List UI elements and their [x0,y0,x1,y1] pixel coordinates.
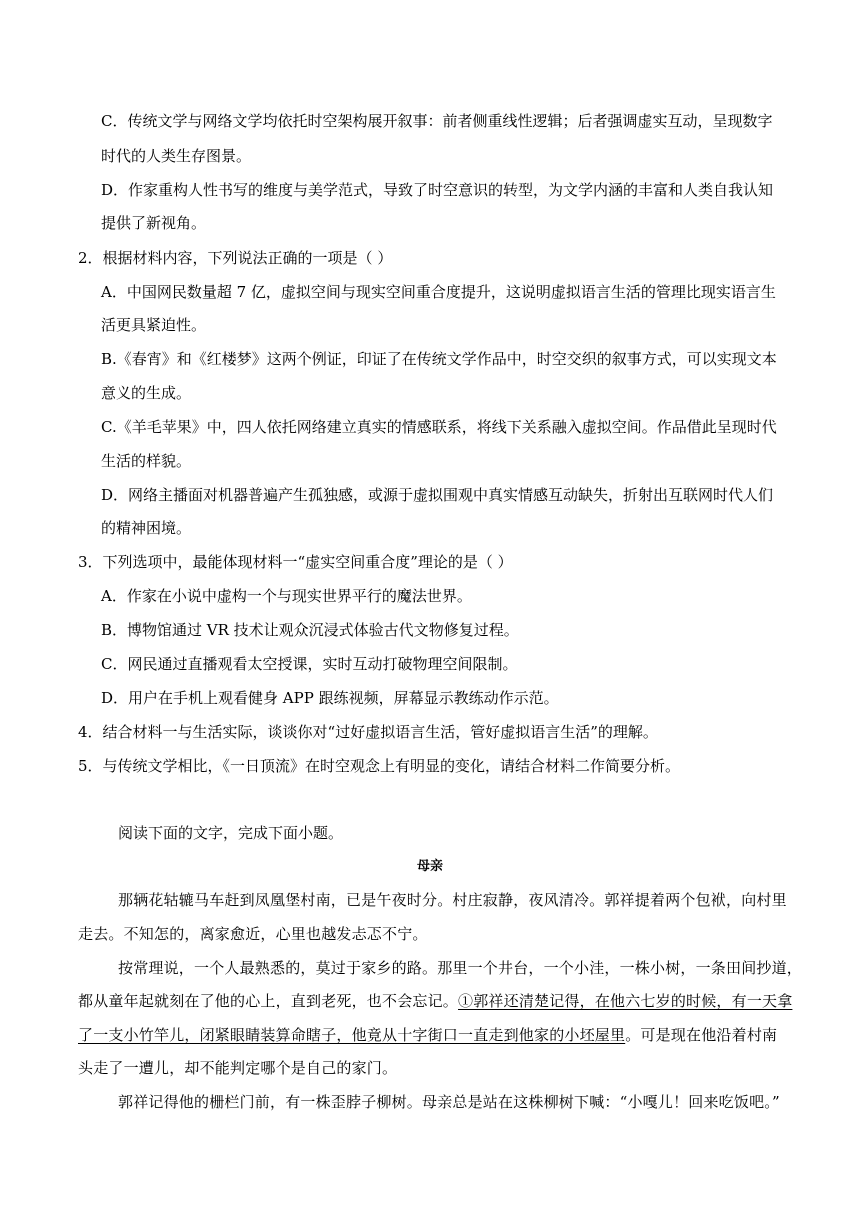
p2-line-2: 都从童年起就刻在了他的心上，直到老死，也不会忘记。①郭祥还清楚记得，在他六七岁的时候，有一天拿 [78,992,793,1010]
q3-option-b: B．博物馆通过 VR 技术让观众沉浸式体验古代文物修复过程。 [101,621,519,639]
underlined-sentence-part-1: ①郭祥还清楚记得，在他六七岁的时候，有一天拿 [458,992,793,1010]
q2b-line-2: 意义的生成。 [101,384,192,402]
question-3-stem: 3．下列选项中，最能体现材料一“虚实空间重合度”理论的是（ ） [78,553,513,571]
q2d-line-1: D．网络主播面对机器普遍产生孤独感，或源于虚拟围观中真实情感互动缺失，折射出互联网时代人们 [101,486,774,504]
q2a-line-1: A．中国网民数量超 7 亿，虚拟空间与现实空间重合度提升，这说明虚拟语言生活的管理比现实语言生 [101,283,776,301]
q2a-line-2: 活更具紧迫性。 [101,316,207,334]
q1d-line-2: 提供了新视角。 [101,214,207,232]
question-5: 5．与传统文学相比，《一日顶流》在时空观念上有明显的变化，请结合材料二作简要分析。 [78,757,681,775]
q2d-line-2: 的精神困境。 [101,519,192,537]
question-2-stem: 2．根据材料内容，下列说法正确的一项是（ ） [78,249,393,267]
passage-title: 母亲 [416,859,443,874]
q3-option-c: C．网民通过直播观看太空授课，实时互动打破物理空间限制。 [101,655,518,673]
underlined-sentence-part-2: 了一支小竹竿儿，闭紧眼睛装算命瞎子，他竟从十字街口一直走到他家的小坯屋里 [78,1026,626,1044]
q1c-line-2: 时代的人类生存图景。 [101,147,252,165]
q2c-line-2: 生活的样貌。 [101,452,192,470]
q3-option-a: A．作家在小说中虚构一个与现实世界平行的魔法世界。 [101,587,472,605]
q1d-line-1: D．作家重构人性书写的维度与美学范式，导致了时空意识的转型，为文学内涵的丰富和人类自我认知 [101,181,774,199]
p3-line-1: 郭祥记得他的栅栏门前，有一株歪脖子柳树。母亲总是站在这株柳树下喊：“小嘎儿！回来吃饭吧。” [118,1093,780,1111]
q2b-line-1: B.《春宵》和《红楼梦》这两个例证，印证了在传统文学作品中，时空交织的叙事方式，可以实现文本 [101,350,777,368]
p1-line-2: 走去。不知怎的，离家愈近，心里也越发忐忑不宁。 [78,925,428,943]
question-4: 4．结合材料一与生活实际，谈谈你对“过好虚拟语言生活，管好虚拟语言生活”的理解。 [78,723,658,741]
p2-line-4: 头走了一遭儿，却不能判定哪个是自己的家门。 [78,1059,398,1077]
q3-option-d: D．用户在手机上观看健身 APP 跟练视频，屏幕显示教练动作示范。 [101,689,559,707]
reading-instruction: 阅读下面的文字，完成下面小题。 [118,824,344,842]
q1c-line-1: C．传统文学与网络文学均依托时空架构展开叙事：前者侧重线性逻辑；后者强调虚实互动，呈现数字 [101,112,773,130]
q2c-line-1: C.《羊毛苹果》中，四人依托网络建立真实的情感联系，将线下关系融入虚拟空间。作品借此呈现时代 [101,418,777,436]
p2-line-1: 按常理说，一个人最熟悉的，莫过于家乡的路。那里一个井台，一个小洼，一株小树，一条田间抄道， [118,959,803,977]
p1-line-1: 那辆花轱辘马车赶到凤凰堡村南，已是午夜时分。村庄寂静，夜风清冷。郭祥提着两个包袱，向村里 [118,891,787,909]
p2-line-3: 了一支小竹竿儿，闭紧眼睛装算命瞎子，他竟从十字街口一直走到他家的小坯屋里。可是现在他沿着村南 [78,1026,778,1044]
